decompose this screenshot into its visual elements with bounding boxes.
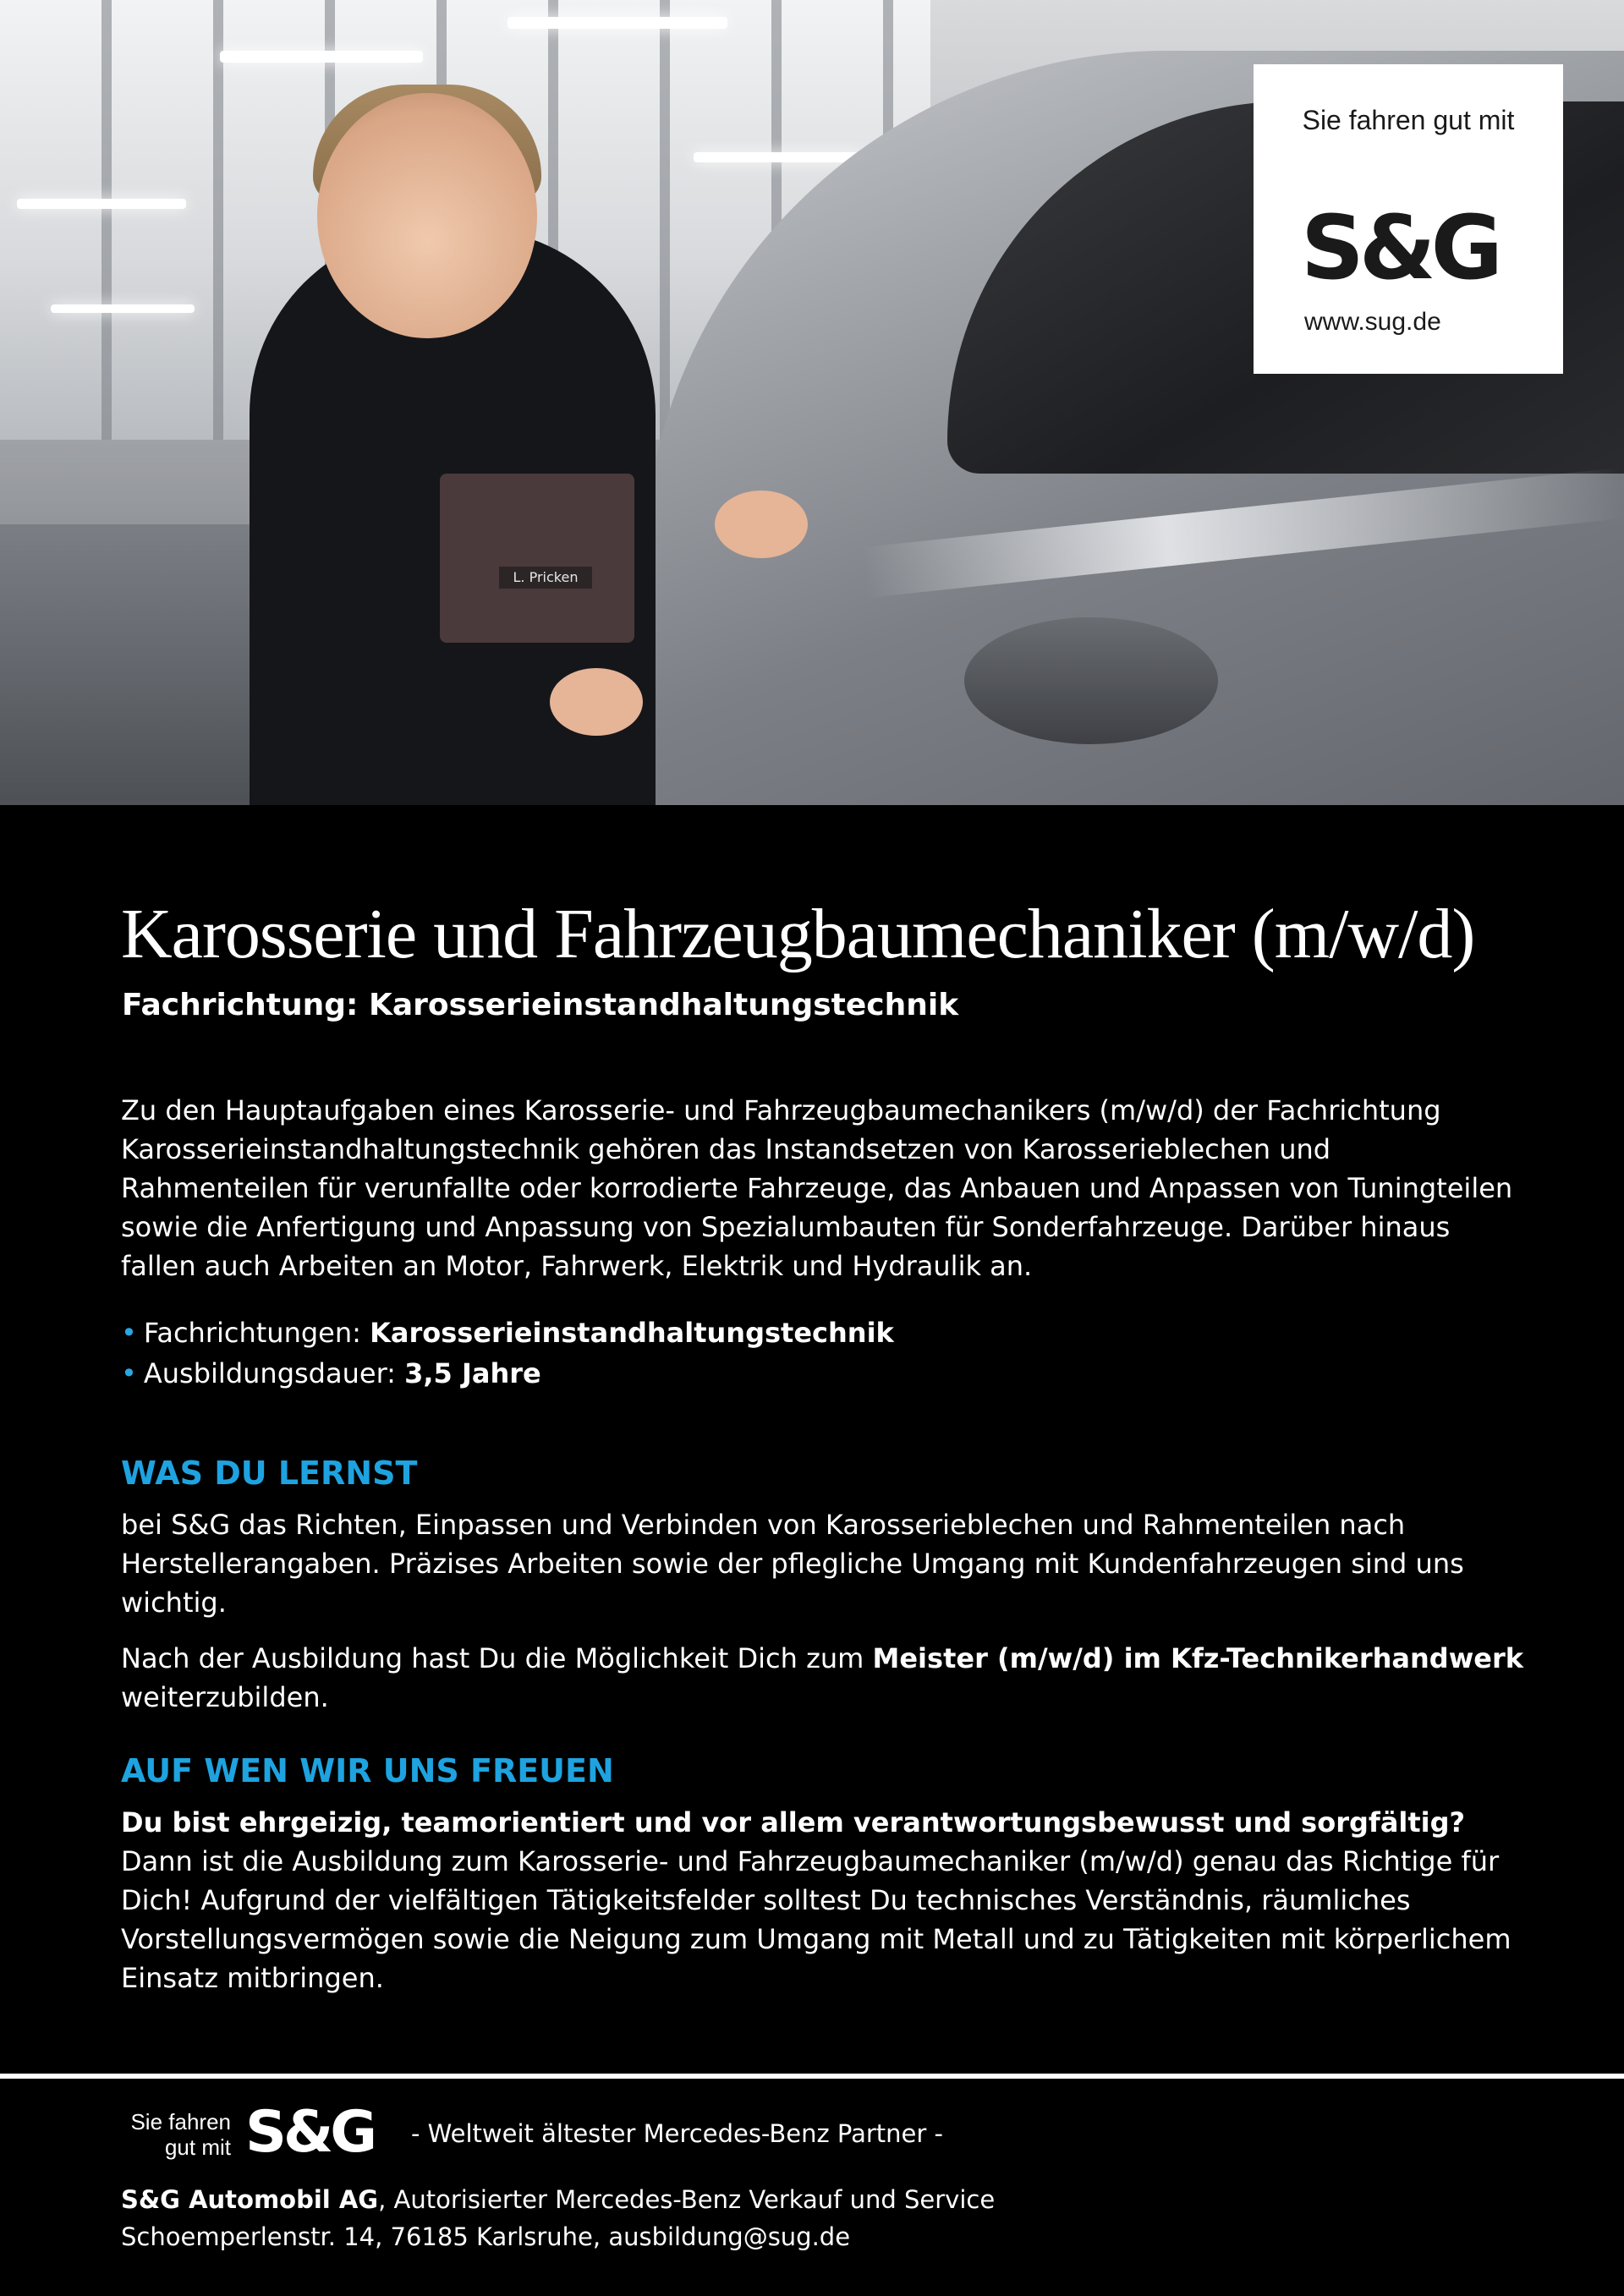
company-name: S&G Automobil AG — [121, 2185, 379, 2214]
page-subtitle: Fachrichtung: Karosserieinstandhaltungstechnik — [122, 988, 959, 1022]
further-training-paragraph — [121, 1639, 1525, 1717]
footer-address[interactable]: Schoemperlenstr. 14, 76185 Karlsruhe, ausbildung@sug.de — [121, 2222, 851, 2251]
trainee-face — [317, 93, 537, 338]
ceiling-light — [508, 17, 727, 29]
footer-company — [121, 2185, 995, 2214]
facts-list — [121, 1312, 894, 1394]
further-text: Nach der Ausbildung hast Du die Möglichkeit Dich zum — [121, 1642, 873, 1674]
profile-text: Dann ist die Ausbildung zum Karosserie- und Fahrzeugbaumechaniker (m/w/d) genau das Richtige für Dich! Aufgrund der vielfältigen Tätigkeitsfelder solltest Du technisches Verständnis, räumliches Vorstellungsvermögen sowie die Neigung zum Umgang mit Metall und zu Tätigkeiten mit körperlichem Einsatz mitbringen. — [121, 1845, 1512, 1994]
profile-highlight: Du bist ehrgeizig, teamorientiert und vor allem verantwortungsbewusst und sorgfältig? — [121, 1806, 1466, 1838]
profile-paragraph — [121, 1803, 1525, 1997]
learn-paragraph: bei S&G das Richten, Einpassen und Verbinden von Karosserieblechen und Rahmenteilen nach Herstellerangaben. Präzises Arbeiten sowie der pflegliche Umgang mit Kundenfahrzeugen sind uns wichtig. — [121, 1509, 1464, 1619]
section-heading-learn: WAS DU LERNST — [121, 1455, 418, 1492]
hero-photo — [0, 0, 1624, 805]
brand-logo-box — [1254, 64, 1563, 374]
footer — [0, 2079, 1624, 2296]
ceiling-light — [694, 152, 863, 162]
fact-label: Fachrichtungen: — [143, 1317, 370, 1349]
page-title: Karosserie und Fahrzeugbaumechaniker (m/w/d) — [121, 895, 1475, 973]
company-description: , Autorisierter Mercedes-Benz Verkauf und Service — [378, 2185, 996, 2214]
ceiling-light — [51, 304, 195, 313]
logo-url[interactable]: www.sug.de — [1304, 308, 1441, 336]
intro-paragraph: Zu den Hauptaufgaben eines Karosserie- und Fahrzeugbaumechanikers (m/w/d) der Fachrichtung Karosserieinstandhaltungstechnik gehören das Instandsetzen von Karosserieblechen und Rahmenteilen für verunfallte oder korrodierte Fahrzeuge, das Anbauen und Anpassen von Tuningteilen sowie die Anfertigung und Anpassung von Spezialumbauten für Sonderfahrzeuge. Darüber hinaus fallen auch Arbeiten an Motor, Fahrwerk, Elektrik und Hydraulik an. — [121, 1094, 1513, 1282]
footer-tagline-line: gut mit — [164, 2134, 231, 2160]
trainee-apron — [440, 474, 634, 643]
logo-brand: S&G — [1301, 196, 1498, 299]
fact-value: Karosserieinstandhaltungstechnik — [370, 1317, 894, 1349]
fact-item — [121, 1353, 894, 1394]
further-text-end: weiterzubilden. — [121, 1681, 329, 1713]
fact-value: 3,5 Jahre — [404, 1357, 541, 1389]
fact-item — [121, 1312, 894, 1353]
footer-slogan: - Weltweit ältester Mercedes-Benz Partner - — [411, 2119, 943, 2148]
footer-logo: S&G — [245, 2099, 375, 2166]
footer-tagline-line: Sie fahren — [130, 2109, 231, 2134]
further-highlight: Meister (m/w/d) im Kfz-Technikerhandwerk — [872, 1642, 1524, 1674]
section-heading-profile: AUF WEN WIR UNS FREUEN — [121, 1752, 614, 1789]
car-door-handle — [964, 617, 1218, 744]
ceiling-light — [17, 199, 186, 209]
logo-tagline: Sie fahren gut mit — [1302, 105, 1515, 135]
trainee-hand — [550, 668, 643, 736]
fact-label: Ausbildungsdauer: — [143, 1357, 405, 1389]
footer-tagline — [121, 2109, 231, 2160]
trainee-nametag: L. Pricken — [499, 567, 592, 589]
bullet-icon: • — [121, 1357, 137, 1389]
bullet-icon: • — [121, 1317, 137, 1349]
ceiling-light — [220, 51, 423, 63]
trainee-hand — [715, 490, 808, 558]
